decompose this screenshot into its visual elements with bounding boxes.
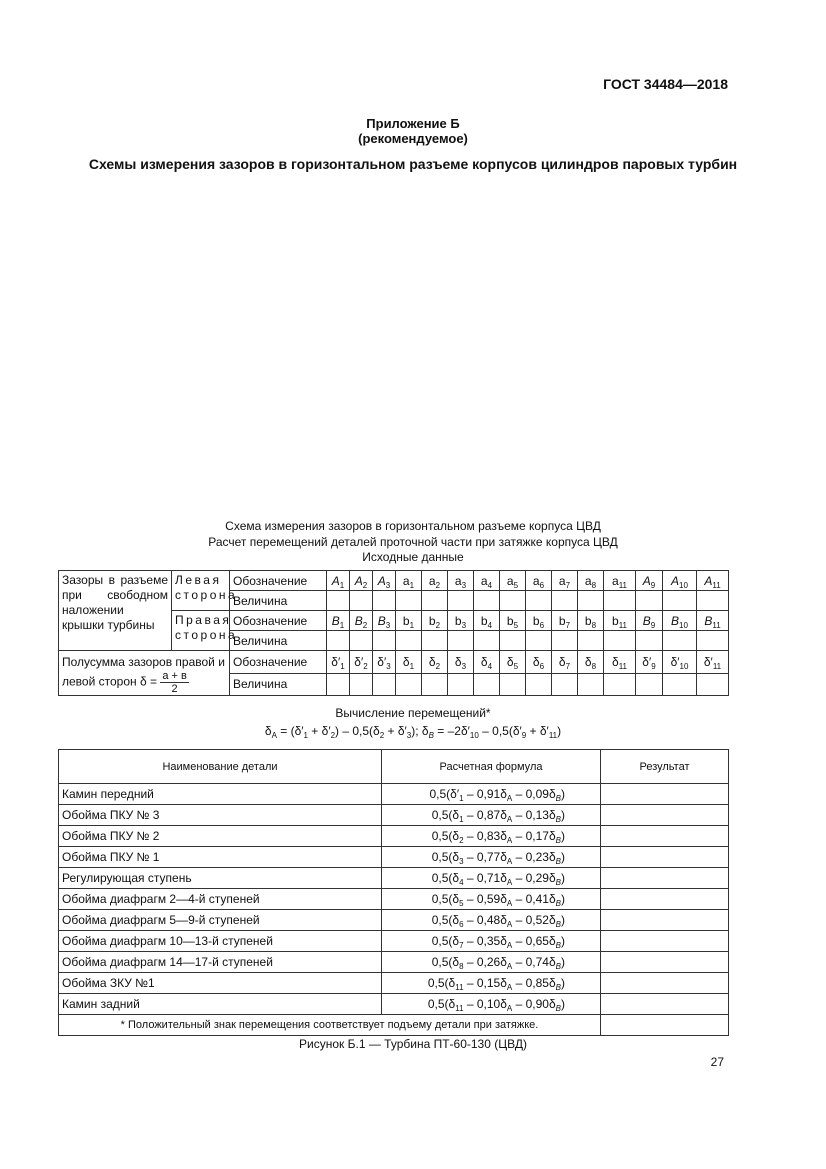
symbol-cell: $\delta_5$ [500,651,526,674]
part-name: Обойма диафрагм 2—4-й ступеней [59,889,382,910]
calc-heading: Вычисление перемещений* [335,706,491,720]
column-header-formula: Расчетная формула [382,750,601,784]
part-name: Камин передний [59,784,382,805]
symbol-cell: $B_{11}$ [697,611,729,631]
symbol-cell: $A_{11}$ [697,571,729,591]
table-row [59,910,729,931]
calc-formula: $0,5(\delta_7 - 0,35\delta_A - 0,65\delta_B)$ [382,931,601,952]
symbol-cell: $b_{11}$ [604,611,636,631]
result-cell [601,931,729,952]
result-cell [601,994,729,1015]
result-cell [601,847,729,868]
symbol-cell: $a_5$ [500,571,526,591]
symbol-cell: $a_7$ [552,571,578,591]
symbol-cell: $b_8$ [578,611,604,631]
calc-formulas [0,724,826,738]
value-label: Величина [230,631,327,651]
calc-formula: $0,5(\delta_6 - 0,48\delta_A - 0,52\delta_B)$ [382,910,601,931]
results-body [59,784,729,1015]
result-cell [601,826,729,847]
result-cell [601,784,729,805]
symbol-cell: $\delta_2$ [422,651,448,674]
symbol-cell: $\delta_3$ [448,651,474,674]
symbol-cell: $B_3$ [373,611,396,631]
symbol-cell: $a_2$ [422,571,448,591]
designation-label: Обозначение [230,611,327,631]
symbol-cell: $a_8$ [578,571,604,591]
table-row [59,994,729,1015]
result-cell [601,868,729,889]
part-name: Обойма ПКУ № 2 [59,826,382,847]
symbol-cell: $\delta'_9$ [636,651,663,674]
symbol-cell: $b_3$ [448,611,474,631]
left-side-label: Левая сторона [172,571,230,611]
row-left-designation [59,571,729,591]
appendix-subtitle: (рекомендуемое) [358,131,468,146]
part-name: Обойма диафрагм 10—13-й ступеней [59,931,382,952]
half-sum-fraction: $\frac{а + в}{2}$ [162,670,187,695]
designation-label: Обозначение [230,571,327,591]
table-row [59,952,729,973]
symbol-cell: $A_9$ [636,571,663,591]
symbol-cell: $A_1$ [327,571,350,591]
right-side-label: Правая сторона [172,611,230,651]
value-label: Величина [230,673,327,696]
results-header-row [59,750,729,784]
result-cell [601,910,729,931]
table-row [59,931,729,952]
part-name: Обойма ПКУ № 1 [59,847,382,868]
symbol-cell: $\delta'_1$ [327,651,350,674]
calc-formula: $0,5(\delta'_1 - 0,91\delta_A - 0,09\delta_B)$ [382,784,601,805]
symbol-cell: $B_1$ [327,611,350,631]
column-header-name: Наименование детали [59,750,382,784]
input-data-title: Исходные данные [362,550,464,564]
main-title: Схемы измерения зазоров в горизонтальном разъеме корпусов цилиндров паровых турбин [88,156,738,172]
symbol-cell: $\delta_4$ [474,651,500,674]
part-name: Обойма диафрагм 14—17-й ступеней [59,952,382,973]
figure-caption: Рисунок Б.1 — Турбина ПТ-60-130 (ЦВД) [299,1037,527,1051]
gaps-label: Зазоры в разъеме при свободном наложении крышки турбины [59,571,172,651]
symbol-cell: $B_{10}$ [663,611,697,631]
symbol-cell: $\delta'_{11}$ [697,651,729,674]
row-delta-designation [59,651,729,674]
symbol-cell: $b_5$ [500,611,526,631]
symbol-cell: $b_7$ [552,611,578,631]
symbol-cell: $\delta_1$ [396,651,422,674]
symbol-cell: $a_4$ [474,571,500,591]
calc-formula: $0,5(\delta_1 - 0,87\delta_A - 0,13\delta_B)$ [382,805,601,826]
part-name: Обойма ЗКУ №1 [59,973,382,994]
result-cell [601,973,729,994]
results-table [58,749,729,1036]
calc-formula: $0,5(\delta_5 - 0,59\delta_A - 0,41\delta_B)$ [382,889,601,910]
table-row [59,868,729,889]
symbol-cell: $a_1$ [396,571,422,591]
calc-formula: $0,5(\delta_2 - 0,83\delta_A - 0,17\delta_B)$ [382,826,601,847]
part-name: Камин задний [59,994,382,1015]
symbol-cell: $b_4$ [474,611,500,631]
symbol-cell: $B_9$ [636,611,663,631]
symbol-cell: $A_2$ [350,571,373,591]
symbol-cell: $a_6$ [526,571,552,591]
designation-label: Обозначение [230,651,327,674]
formula-line: $\delta_A = (\delta'_1 + \delta'_2) - 0,5(\delta_2 + \delta'_3)$; $\delta_B = -2\delta'_{10} - 0,5(\delta'_9 + \delta'_{11})$ [264,724,562,740]
half-sum-label: Полусумма зазоров правой и левой сторон δ = $\frac{а + в}{2}$ [59,651,230,696]
calc-formula: $0,5(\delta_{11} - 0,10\delta_A - 0,90\delta_B)$ [382,994,601,1015]
table-row [59,826,729,847]
calc-formula: $0,5(\delta_8 - 0,26\delta_A - 0,74\delta_B)$ [382,952,601,973]
symbol-cell: $\delta'_3$ [373,651,396,674]
symbol-cell: $A_{10}$ [663,571,697,591]
footnote: * Положительный знак перемещения соответствует подъему детали при затяжке. [59,1015,601,1036]
symbol-cell: $A_3$ [373,571,396,591]
table-row [59,805,729,826]
calc-formula: $0,5(\delta_3 - 0,77\delta_A - 0,23\delta_B)$ [382,847,601,868]
symbol-cell: $b_6$ [526,611,552,631]
table-row [59,889,729,910]
calc-formula: $0,5(\delta_{11} - 0,15\delta_A - 0,85\delta_B)$ [382,973,601,994]
value-label: Величина [230,591,327,611]
symbol-cell: $\delta'_2$ [350,651,373,674]
result-cell [601,889,729,910]
page-number: 27 [710,1055,724,1069]
symbol-cell: $b_2$ [422,611,448,631]
part-name: Обойма диафрагм 5—9-й ступеней [59,910,382,931]
symbol-cell: $\delta_{11}$ [604,651,636,674]
scheme-title: Схема измерения зазоров в горизонтальном разъеме корпуса ЦВД [225,519,601,533]
appendix-title: Приложение Б [366,116,460,131]
symbol-cell: $a_3$ [448,571,474,591]
symbol-cell: $a_{11}$ [604,571,636,591]
footnote-row [59,1015,729,1036]
table-row [59,973,729,994]
calc-title: Расчет перемещений деталей проточной части при затяжке корпуса ЦВД [208,535,618,549]
symbol-cell: $B_2$ [350,611,373,631]
symbol-cell: $b_1$ [396,611,422,631]
column-header-result: Результат [601,750,729,784]
part-name: Регулирующая ступень [59,868,382,889]
symbol-cell: $\delta_7$ [552,651,578,674]
standard-code: ГОСТ 34484—2018 [603,76,728,92]
part-name: Обойма ПКУ № 3 [59,805,382,826]
symbol-cell: $\delta'_{10}$ [663,651,697,674]
calc-formula: $0,5(\delta_4 - 0,71\delta_A - 0,29\delta_B)$ [382,868,601,889]
symbol-cell: $\delta_8$ [578,651,604,674]
table-row [59,847,729,868]
result-cell [601,952,729,973]
symbol-cell: $\delta_6$ [526,651,552,674]
result-cell [601,805,729,826]
table-row [59,784,729,805]
input-data-table [58,570,729,696]
